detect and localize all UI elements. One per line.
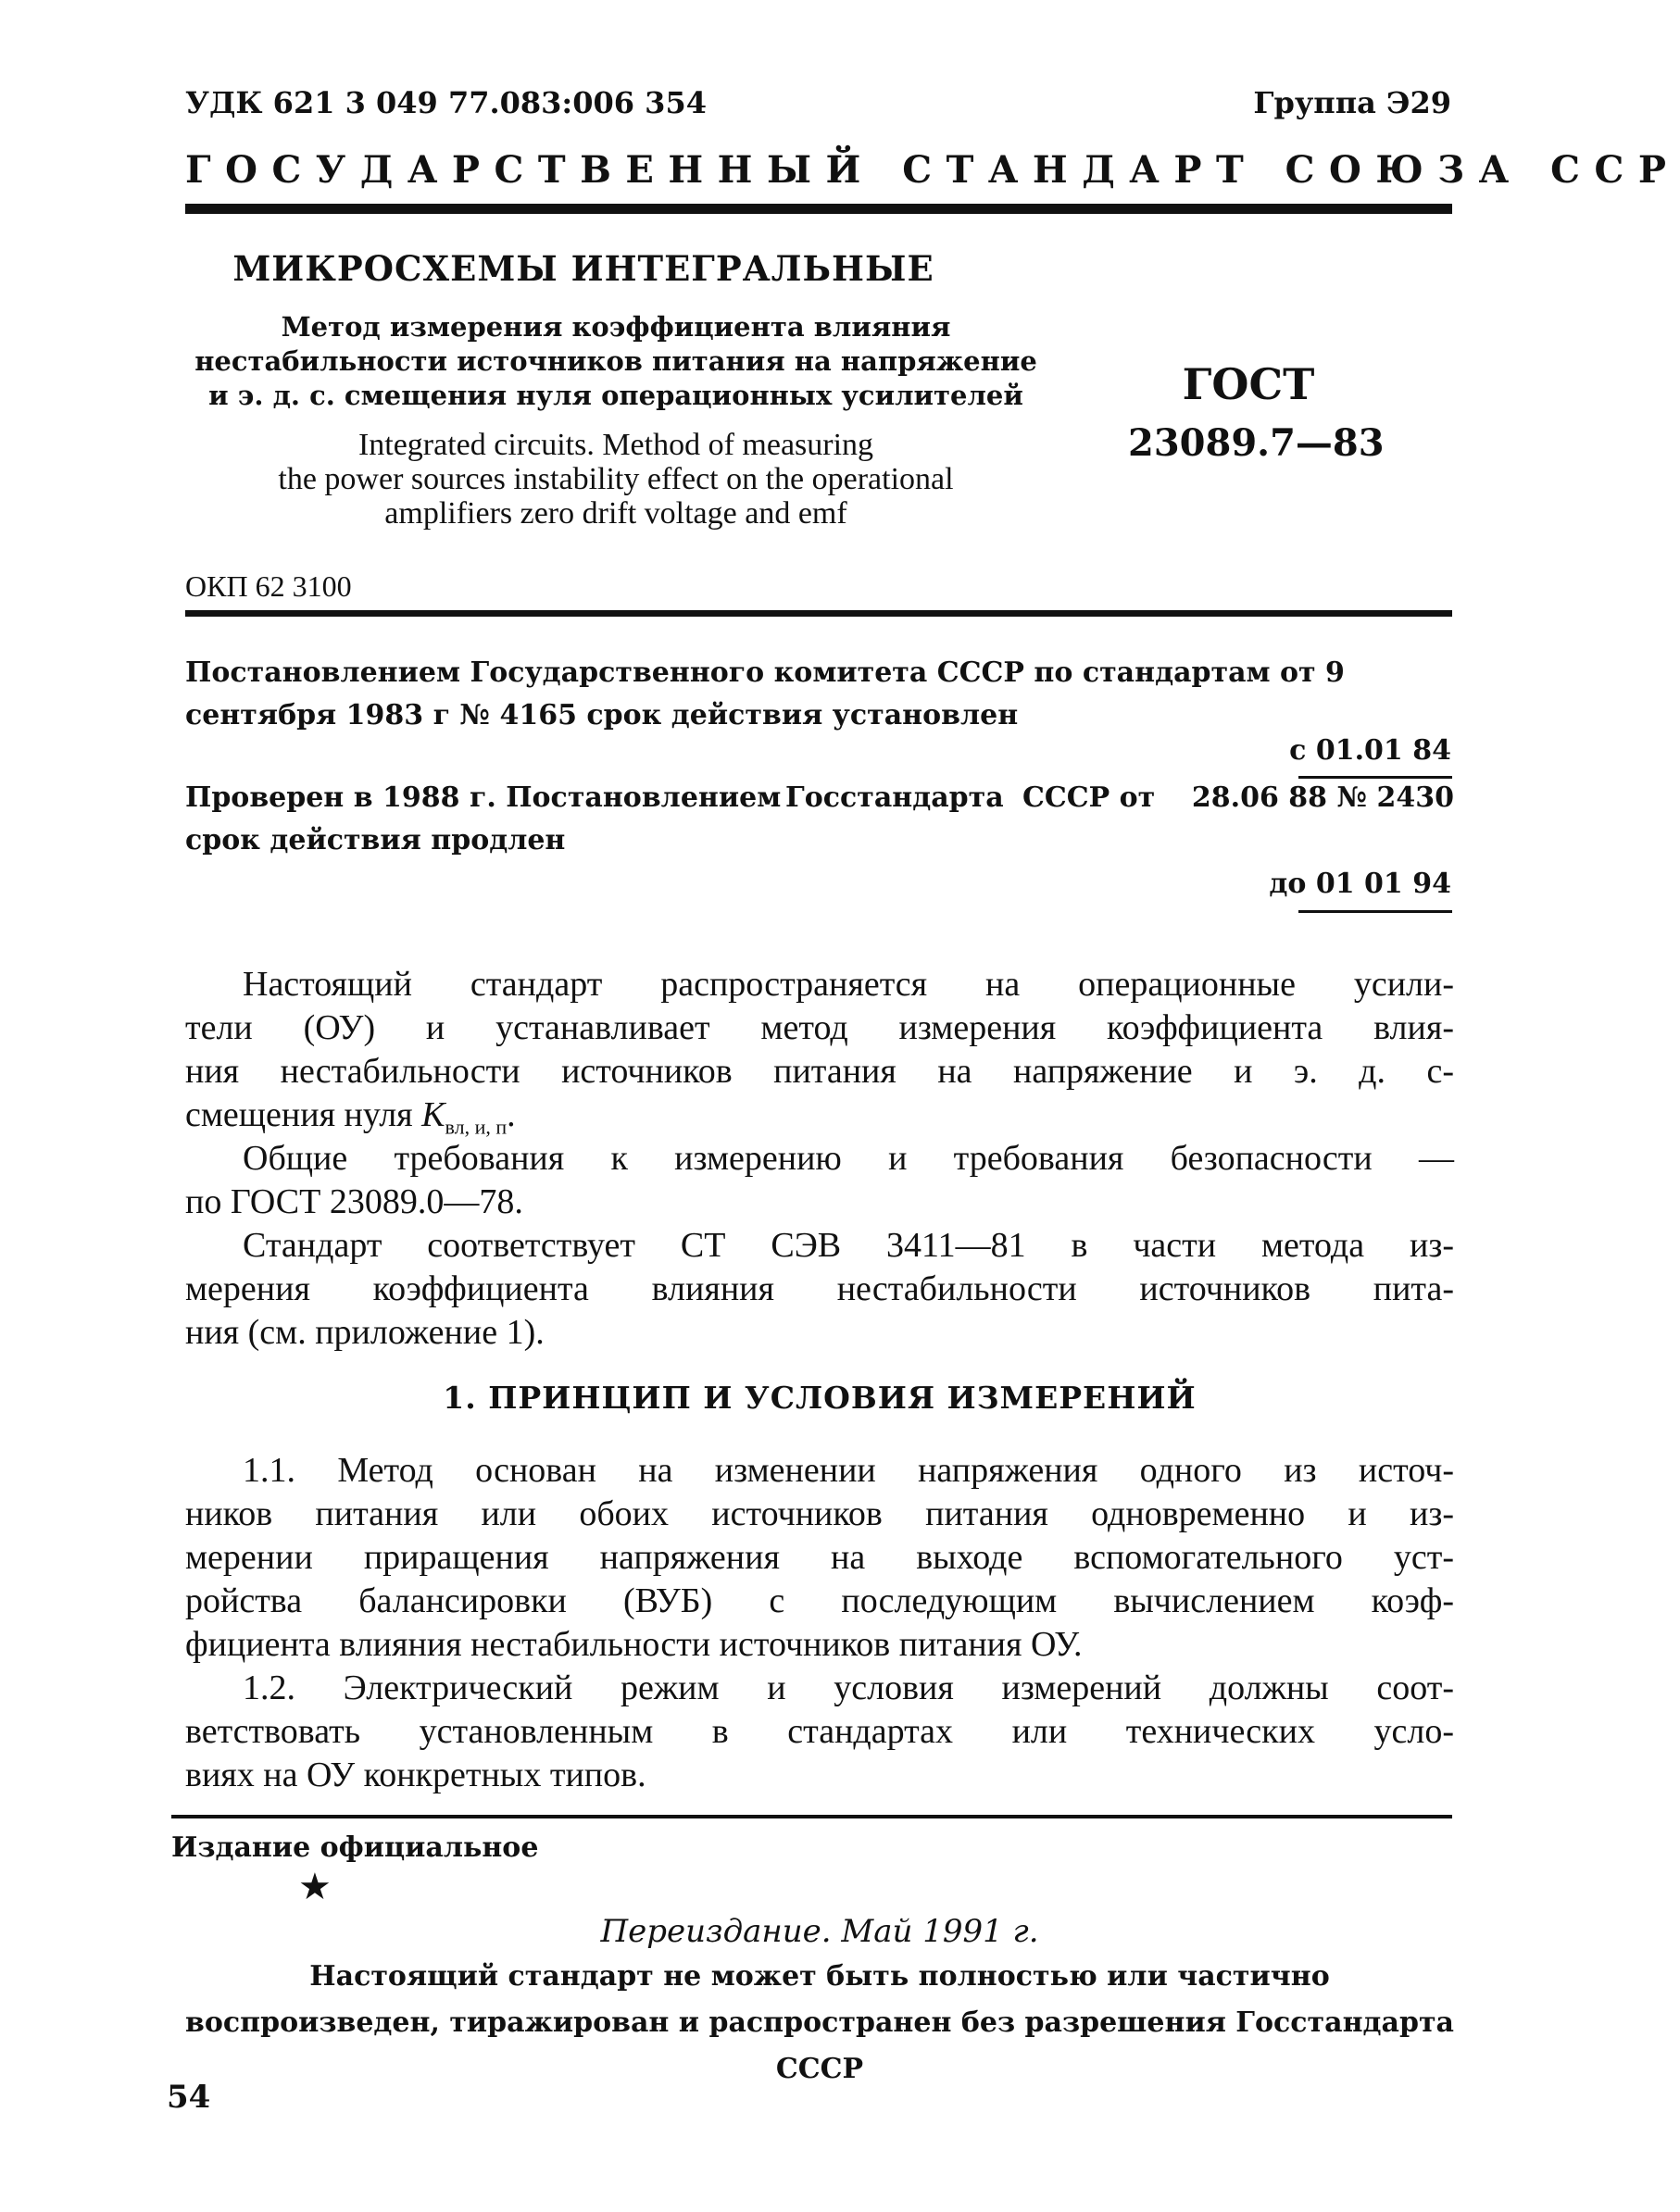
header-rule — [185, 610, 1452, 617]
paragraph-line: виях на ОУ конкретных типов. — [185, 1756, 646, 1794]
english-subtitle-line: Integrated circuits. Method of measuring — [357, 428, 874, 462]
review-text-part: 28.06 88 № 2430 — [1191, 781, 1454, 814]
state-standard-heading: ГОСУДАРСТВЕННЫЙ СТАНДАРТ СОЮЗА ССР — [185, 148, 1680, 192]
paragraph-line: ройства балансировки (ВУБ) с последующим вычислением коэф- — [185, 1581, 1454, 1620]
english-subtitle-line: the power sources instability effect on the operational — [278, 462, 954, 496]
review-text-part: Проверен в 1988 г. Постановлением — [185, 781, 782, 814]
gost-number: 23089.7—83 — [1128, 421, 1385, 465]
russian-subtitle — [185, 310, 1047, 413]
russian-subtitle-line: Метод измерения коэффициента влияния — [281, 311, 951, 343]
intro-paragraph-scope — [185, 963, 1454, 1149]
paragraph-line: Общие требования к измерению и требования безопасности — — [243, 1139, 1454, 1178]
russian-subtitle-line: нестабильности источников питания на напряжение — [194, 345, 1037, 377]
paragraph-line: Настоящий стандарт распространяется на операционные усили- — [243, 965, 1454, 1004]
k-symbol: K — [421, 1095, 445, 1134]
paragraph-line: ветствовать установленным в стандартах или технических усло- — [185, 1712, 1454, 1751]
edition-label: Издание официальное — [171, 1831, 539, 1864]
group-code: Группа Э29 — [1253, 85, 1451, 120]
paragraph-line: мерения коэффициента влияния нестабильности источников пита- — [185, 1269, 1454, 1308]
intro-paragraph-compliance — [185, 1224, 1454, 1355]
text-fragment: смещения нуля — [185, 1095, 422, 1134]
review-text-part: СССР от — [1022, 781, 1156, 814]
reproduction-notice: Настоящий стандарт не может быть полностью или частично воспроизведен, тиражирован и распространен без разрешения Госстандарта СССР — [185, 1960, 1454, 2085]
gost-label: ГОСТ — [1182, 359, 1315, 409]
page-number: 54 — [167, 2079, 211, 2116]
paragraph-line: Стандарт соответствует СТ СЭВ 3411—81 в части метода из- — [243, 1226, 1454, 1265]
paragraph-line: 1.2. Электрический режим и условия измерений должны соот- — [243, 1668, 1454, 1707]
reissue-note: Переиздание. Май 1991 г. — [600, 1913, 1039, 1950]
effective-to-underline — [1298, 910, 1452, 913]
review-line-2: срок действия продлен — [185, 824, 566, 856]
paragraph-line: мерении приращения напряжения на выходе вспомогательного уст- — [185, 1538, 1454, 1577]
star-icon: ★ — [298, 1866, 332, 1908]
paragraph-line: тели (ОУ) и устанавливает метод измерения коэффициента влия- — [185, 1008, 1454, 1047]
k-subscript: вл, и, п — [445, 1115, 508, 1139]
effective-from-date: с 01.01 84 — [1289, 734, 1451, 767]
effective-from-underline — [1298, 776, 1452, 779]
udk-code: УДК 621 3 049 77.083:006 354 — [185, 85, 707, 120]
top-rule — [185, 204, 1452, 214]
paragraph-line: ния (см. приложение 1). — [185, 1313, 545, 1352]
decree-text: Постановлением Государственного комитета СССР по стандартам от 9 сентября 1983 г № 4165 срок действия установлен — [185, 656, 1345, 731]
paragraph-line: ников питания или обоих источников питания одновременно и из- — [185, 1494, 1454, 1533]
clause-1-2 — [185, 1667, 1454, 1797]
okp-code: ОКП 62 3100 — [185, 569, 352, 603]
paragraph-line: ния нестабильности источников питания на напряжение и э. д. с- — [185, 1052, 1454, 1091]
footer-rule — [171, 1815, 1452, 1818]
paragraph-line: по ГОСТ 23089.0—78. — [185, 1182, 523, 1221]
english-subtitle — [185, 428, 1047, 531]
clause-1-1 — [185, 1449, 1454, 1667]
document-title: МИКРОСХЕМЫ ИНТЕГРАЛЬНЫЕ — [232, 248, 934, 289]
section-heading: 1. ПРИНЦИП И УСЛОВИЯ ИЗМЕРЕНИЙ — [443, 1380, 1197, 1416]
russian-subtitle-line: и э. д. с. смещения нуля операционных усилителей — [208, 380, 1023, 411]
paragraph-line: фициента влияния нестабильности источников питания ОУ. — [185, 1625, 1083, 1664]
paragraph-line: 1.1. Метод основан на изменении напряжения одного из источ- — [243, 1451, 1454, 1490]
english-subtitle-line: amplifiers zero drift voltage and emf — [384, 496, 847, 531]
effective-to-date: до 01 01 94 — [1269, 868, 1451, 900]
review-text-part: Госстандарта — [785, 781, 1004, 814]
intro-paragraph-requirements — [185, 1137, 1454, 1224]
text-fragment: . — [507, 1095, 516, 1134]
